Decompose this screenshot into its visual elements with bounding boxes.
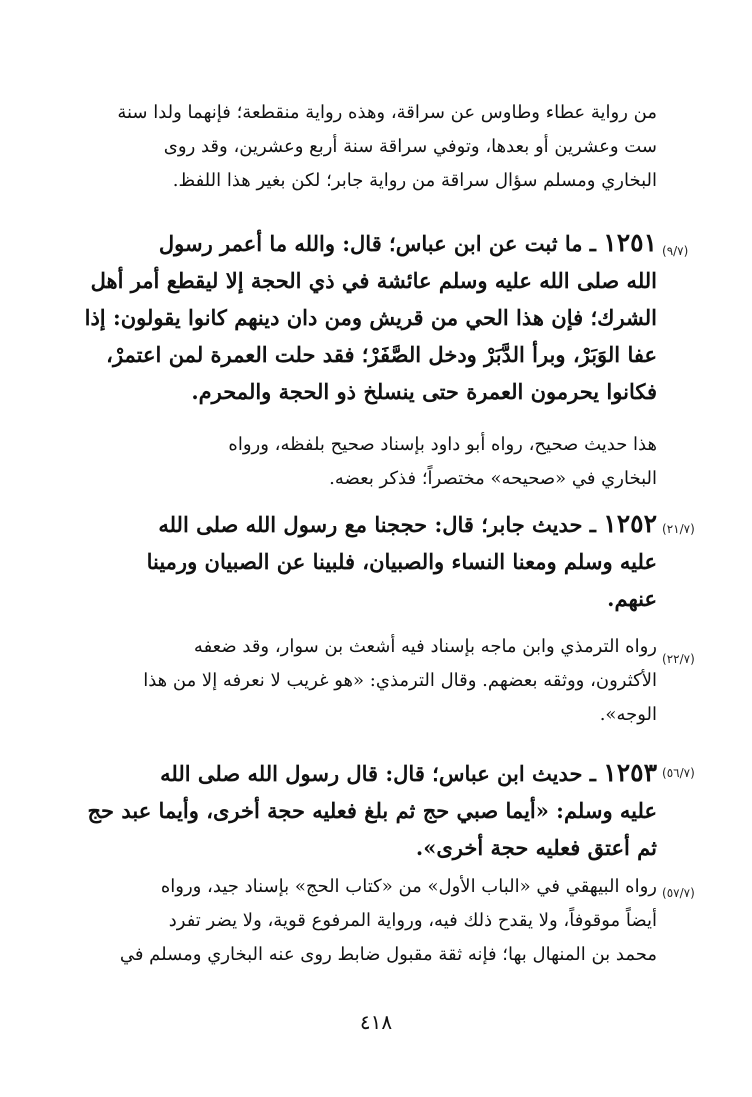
- hadith-text: ـ حديث جابر؛ قال: حججنا مع رسول الله صلى الله: [158, 512, 596, 537]
- hadith-number: ١٢٥٣: [603, 758, 657, 787]
- hadith-text: ـ حديث ابن عباس؛ قال: قال رسول الله صلى الله: [160, 761, 596, 786]
- hadith-1253: [74, 754, 657, 866]
- commentary-1253: [74, 870, 657, 972]
- text-line: البخاري ومسلم سؤال سراقة من رواية جابر؛ لكن بغير هذا اللفظ.: [172, 170, 657, 191]
- hadith-line: فكانوا يحرمون العمرة حتى ينسلخ ذو الحجة والمحرم.: [191, 379, 657, 404]
- hadith-line: عنهم.: [607, 586, 657, 611]
- text-line: محمد بن المنهال بها؛ فإنه ثقة مقبول ضابط روى عنه البخاري ومسلم في: [119, 944, 657, 965]
- volume-page-reference: (٩/٧): [662, 244, 689, 258]
- volume-page-reference: (٥٧/٧): [662, 886, 695, 900]
- volume-page-reference: (٢١/٧): [662, 522, 695, 536]
- commentary-1251: [74, 428, 657, 496]
- text-line: البخاري في «صحيحه» مختصراً؛ فذكر بعضه.: [329, 468, 657, 489]
- hadith-1252: [74, 505, 657, 617]
- text-line: هذا حديث صحيح، رواه أبو داود بإسناد صحيح بلفظه، ورواه: [228, 434, 657, 455]
- hadith-text: ـ ما ثبت عن ابن عباس؛ قال: والله ما أعمر رسول: [158, 231, 596, 256]
- hadith-line: [74, 754, 657, 792]
- hadith-line: ثم أعتق فعليه حجة أخرى».: [415, 835, 657, 860]
- intro-paragraph: [74, 96, 657, 198]
- text-line: من رواية عطاء وطاوس عن سراقة، وهذه رواية منقطعة؛ فإنهما ولدا سنة: [117, 102, 657, 123]
- page-number: ٤١٨: [359, 1010, 393, 1034]
- hadith-number: ١٢٥٢: [603, 509, 657, 538]
- hadith-1251: [74, 224, 657, 410]
- hadith-line: [74, 505, 657, 543]
- text-line: أيضاً موقوفاً، ولا يقدح ذلك فيه، ورواية المرفوع قوية، ولا يضر تفرد: [168, 910, 657, 931]
- hadith-line: الشرك؛ فإن هذا الحي من قريش ومن دان دينهم كانوا يقولون: إذا: [84, 305, 657, 330]
- hadith-line: عفا الوَبَرْ، وبرأ الدَّبَرْ ودخل الصَّفَرْ؛ فقد حلت العمرة لمن اعتمرْ،: [106, 342, 657, 367]
- commentary-1252: [74, 630, 657, 732]
- text-line: ست وعشرين أو بعدها، وتوفي سراقة سنة أربع وعشرين، وقد روى: [163, 136, 657, 157]
- hadith-number: ١٢٥١: [603, 228, 657, 257]
- hadith-line: الله صلى الله عليه وسلم عائشة في ذي الحجة إلا ليقطع أمر أهل: [90, 268, 657, 293]
- volume-page-reference: (٥٦/٧): [662, 766, 695, 780]
- hadith-line: عليه وسلم ومعنا النساء والصبيان، فلبينا عن الصبيان ورمينا: [146, 549, 657, 574]
- hadith-line: [74, 224, 657, 262]
- text-line: رواه الترمذي وابن ماجه بإسناد فيه أشعث بن سوار، وقد ضعفه: [193, 636, 657, 657]
- volume-page-reference: (٢٢/٧): [662, 652, 695, 666]
- text-line: الوجه».: [599, 704, 657, 725]
- text-line: الأكثرون، ووثقه بعضهم. وقال الترمذي: «هو غريب لا نعرفه إلا من هذا: [143, 670, 657, 691]
- hadith-line: عليه وسلم: «أيما صبي حج ثم بلغ فعليه حجة أخرى، وأيما عبد حج: [87, 798, 657, 823]
- text-line: رواه البيهقي في «الباب الأول» من «كتاب الحج» بإسناد جيد، ورواه: [160, 876, 657, 897]
